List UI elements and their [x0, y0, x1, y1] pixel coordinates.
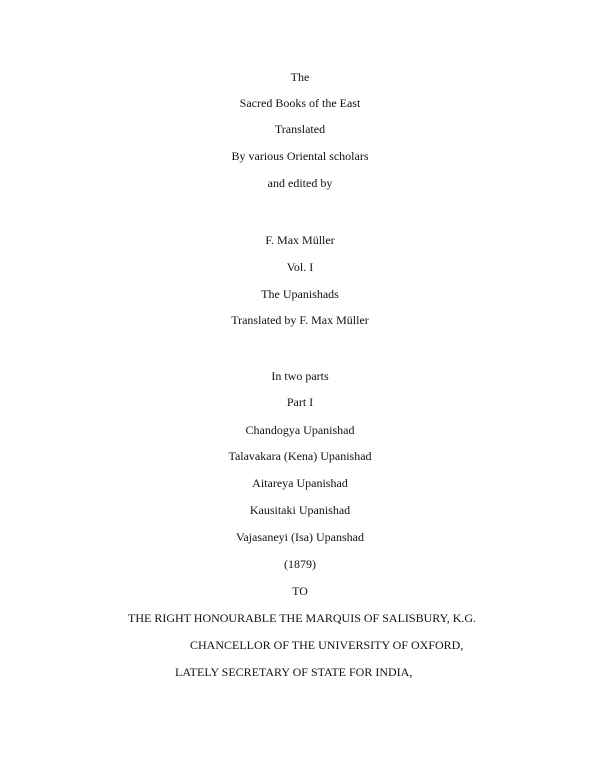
contents-item: Kausitaki Upanishad [249, 503, 351, 517]
dedication-line-3: LATELY SECRETARY OF STATE FOR INDIA, [175, 665, 413, 679]
title-the: The [290, 70, 310, 84]
contents-item: Chandogya Upanishad [245, 423, 355, 437]
contents-item: Aitareya Upanishad [252, 476, 348, 490]
contents-item: Talavakara (Kena) Upanishad [228, 449, 372, 463]
volume-label: Vol. I [286, 260, 314, 274]
edited-by-line: and edited by [267, 176, 333, 190]
year-line: (1879) [284, 557, 316, 571]
by-scholars-line: By various Oriental scholars [231, 149, 369, 163]
work-title: The Upanishads [261, 287, 339, 301]
contents-item: Vajasaneyi (Isa) Upanshad [236, 530, 364, 544]
translated-label: Translated [274, 122, 326, 136]
part-label: Part I [286, 395, 314, 409]
dedication-to: TO [292, 584, 308, 598]
series-title: Sacred Books of the East [239, 96, 361, 110]
dedication-line-1: THE RIGHT HONOURABLE THE MARQUIS OF SALISBURY, K.G. [128, 611, 477, 625]
parts-line: In two parts [271, 369, 329, 383]
dedication-line-2: CHANCELLOR OF THE UNIVERSITY OF OXFORD, [190, 638, 464, 652]
editor-name: F. Max Müller [265, 233, 335, 247]
translator-line: Translated by F. Max Müller [231, 313, 369, 327]
